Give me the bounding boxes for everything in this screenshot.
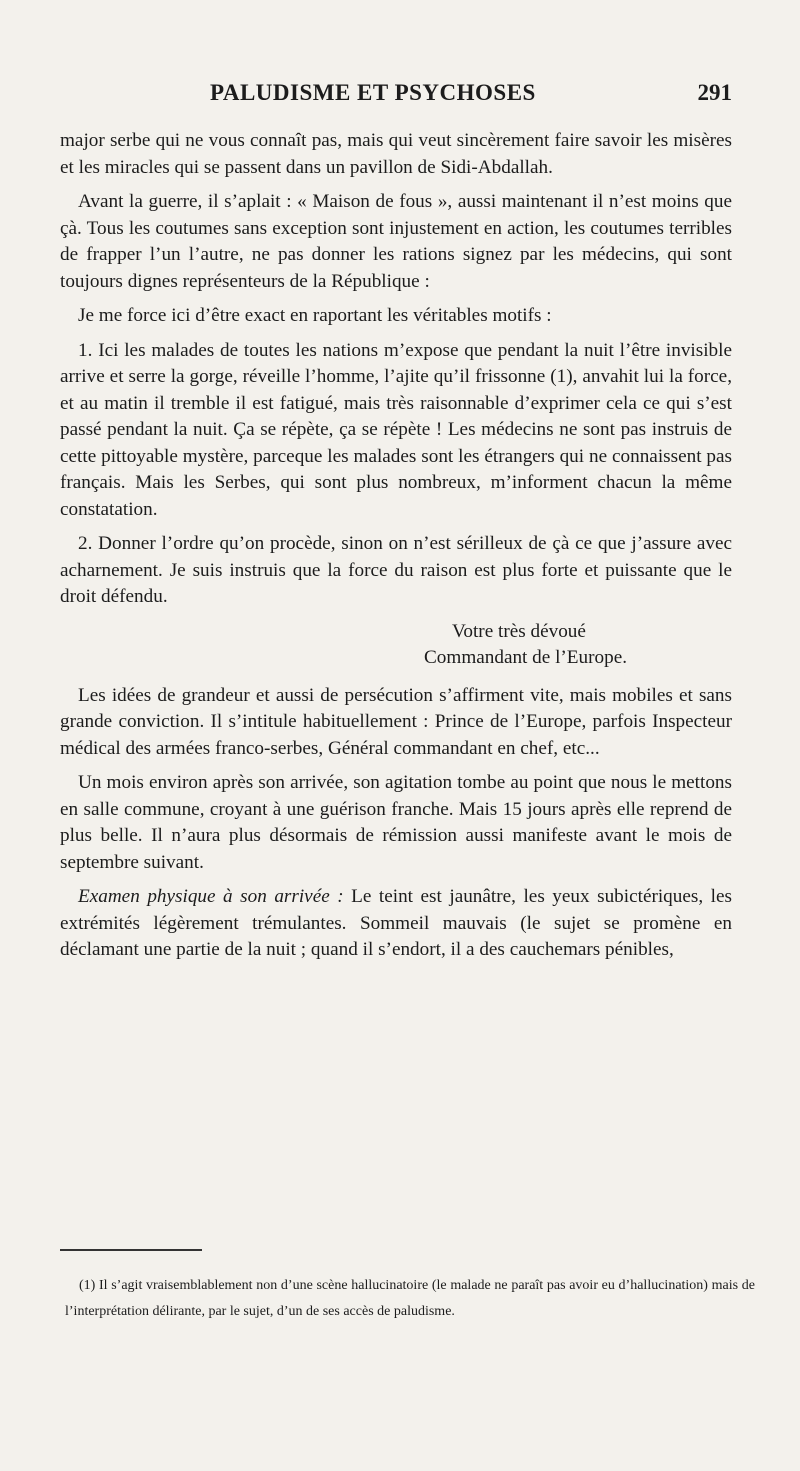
running-title: PALUDISME ET PSYCHOSES — [210, 80, 536, 105]
paragraph-continued: major serbe qui ne vous connaît pas, mais qui veut sincèrement faire savoir les misères et les miracles qui se passent dans un pavillon de Sidi-Abdallah. — [60, 130, 732, 178]
body-text — [60, 128, 732, 972]
letter-signature — [60, 619, 732, 671]
paragraph: Les idées de grandeur et aussi de persécution s’affirment vite, mais mobiles et sans grande conviction. Il s’intitule habituellement : Prince de l’Europe, parfois Inspecteur médical des armées franco-serbes, Général commandant en chef, etc... — [60, 684, 732, 759]
signature-closing: Votre très dévoué — [452, 620, 586, 642]
paragraph: Je me force ici d’être exact en raportant les véritables motifs : — [78, 305, 552, 326]
paragraph-item-2: 2. Donner l’ordre qu’on procède, sinon on n’est sérilleux de çà ce que j’assure avec acharnement. Je suis instruis que la force du raison est plus forte et puissante que le droit défendu. — [60, 533, 732, 607]
footnote: (1) Il s’agit vraisemblablement non d’une scène hallucinatoire (le malade ne paraît pas avoir eu d’hallucination) mais de l’interprétation délirante, par le sujet, d’un de ses accès de paludisme. — [65, 1278, 755, 1319]
page-header — [60, 80, 732, 112]
paragraph: Un mois environ après son arrivée, son agitation tombe au point que nous le mettons en salle commune, croyant à une guérison franche. Mais 15 jours après elle reprend de plus belle. Il n’aura plus désormais de rémission aussi manifeste avant le mois de septembre suivant. — [60, 772, 732, 873]
section-label-italic: Examen physique à son arrivée : — [78, 886, 344, 907]
paragraph-item-1: 1. Ici les malades de toutes les nations m’expose que pendant la nuit l’être invisible arrive et serre la gorge, réveille l’homme, l’ajite qu’il frissonne (1), anvahit lui la force, et au matin il tremble il est fatigué, mais très raisonnable d’exprimer cela ce qui s’est passé pendant la nuit. Ça se répète, ça se répète ! Les médecins ne sont pas instruis de cette pittoyable mystère, parceque les malades sont les étrangers qui ne connaissent pas français. Mais les Serbes, qui sont plus nombreux, m’informent chacun la même constatation. — [60, 339, 732, 520]
paragraph — [60, 884, 732, 964]
footnote-divider — [60, 1249, 202, 1251]
paragraph: Avant la guerre, il s’aplait : « Maison de fous », aussi maintenant il n’est moins que çà. Tous les coutumes sans exception sont injustement en action, les coutumes terribles de frapper l’un l’autre, ne pas donner les rations signez par les médecins, qui sont toujours dignes représenteurs de la République : — [60, 191, 732, 292]
signature-name: Commandant de l’Europe. — [424, 646, 628, 668]
page-number: 291 — [697, 80, 732, 105]
paragraph-text: Le teint est jaunâtre, les yeux subictériques, les extrémités légèrement trémulantes. Sommeil mauvais (le sujet se promène en déclamant une partie de la nuit ; quand il s’endort, il a des cauchemars pénibles, — [60, 886, 732, 960]
